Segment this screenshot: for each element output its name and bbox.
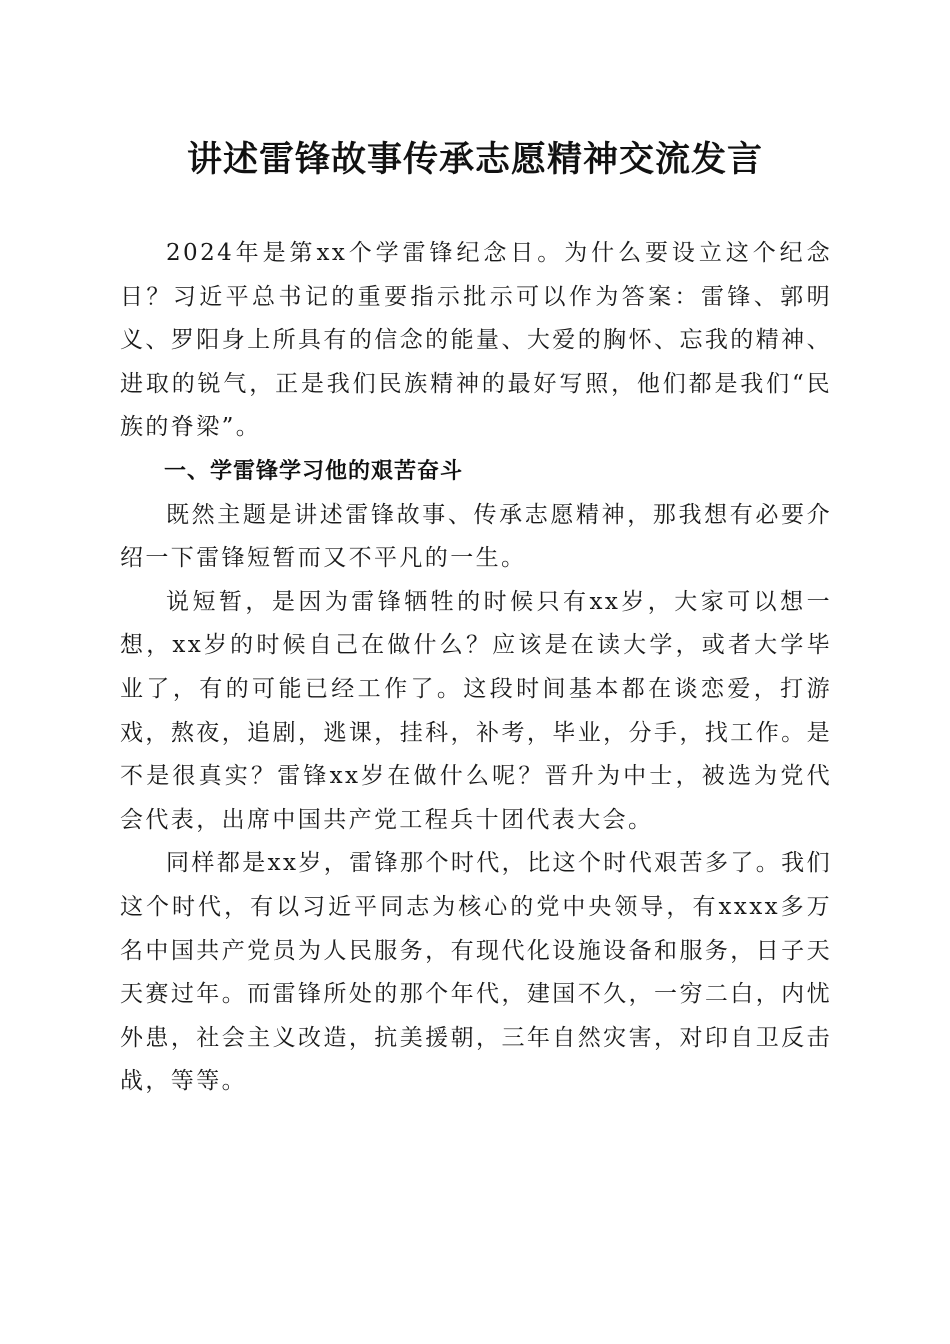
paragraph: 说短暂，是因为雷锋牺牲的时候只有xx岁，大家可以想一想，xx岁的时候自己在做什么？应该是在读大学，或者大学毕业了，有的可能已经工作了。这段时间基本都在谈恋爱，打游戏，熬夜，追剧，逃课，挂科，补考，毕业，分手，找工作。是不是很真实？雷锋xx岁在做什么呢？晋升为中士，被选为党代会代表，出席中国共产党工程兵十团代表大会。 [120,588,832,833]
document-body [120,232,832,1104]
paragraph: 同样都是xx岁，雷锋那个时代，比这个时代艰苦多了。我们这个时代，有以习近平同志为核心的党中央领导，有xxxx多万名中国共产党员为人民服务，有现代化设施设备和服务，日子天天赛过年。而雷锋所处的那个年代，建国不久，一穷二白，内忧外患，社会主义改造，抗美援朝，三年自然灾害，对印自卫反击战，等等。 [120,850,832,1095]
paragraph: 既然主题是讲述雷锋故事、传承志愿精神，那我想有必要介绍一下雷锋短暂而又不平凡的一生。 [120,501,832,572]
intro-paragraph: 2024年是第xx个学雷锋纪念日。为什么要设立这个纪念日？习近平总书记的重要指示批示可以作为答案：雷锋、郭明义、罗阳身上所具有的信念的能量、大爱的胸怀、忘我的精神、进取的锐气，正是我们民族精神的最好写照，他们都是我们“民族的脊梁”。 [120,240,832,441]
document-title: 讲述雷锋故事传承志愿精神交流发言 [186,139,763,180]
section-heading: 一、学雷锋学习他的艰苦奋斗 [164,458,464,484]
